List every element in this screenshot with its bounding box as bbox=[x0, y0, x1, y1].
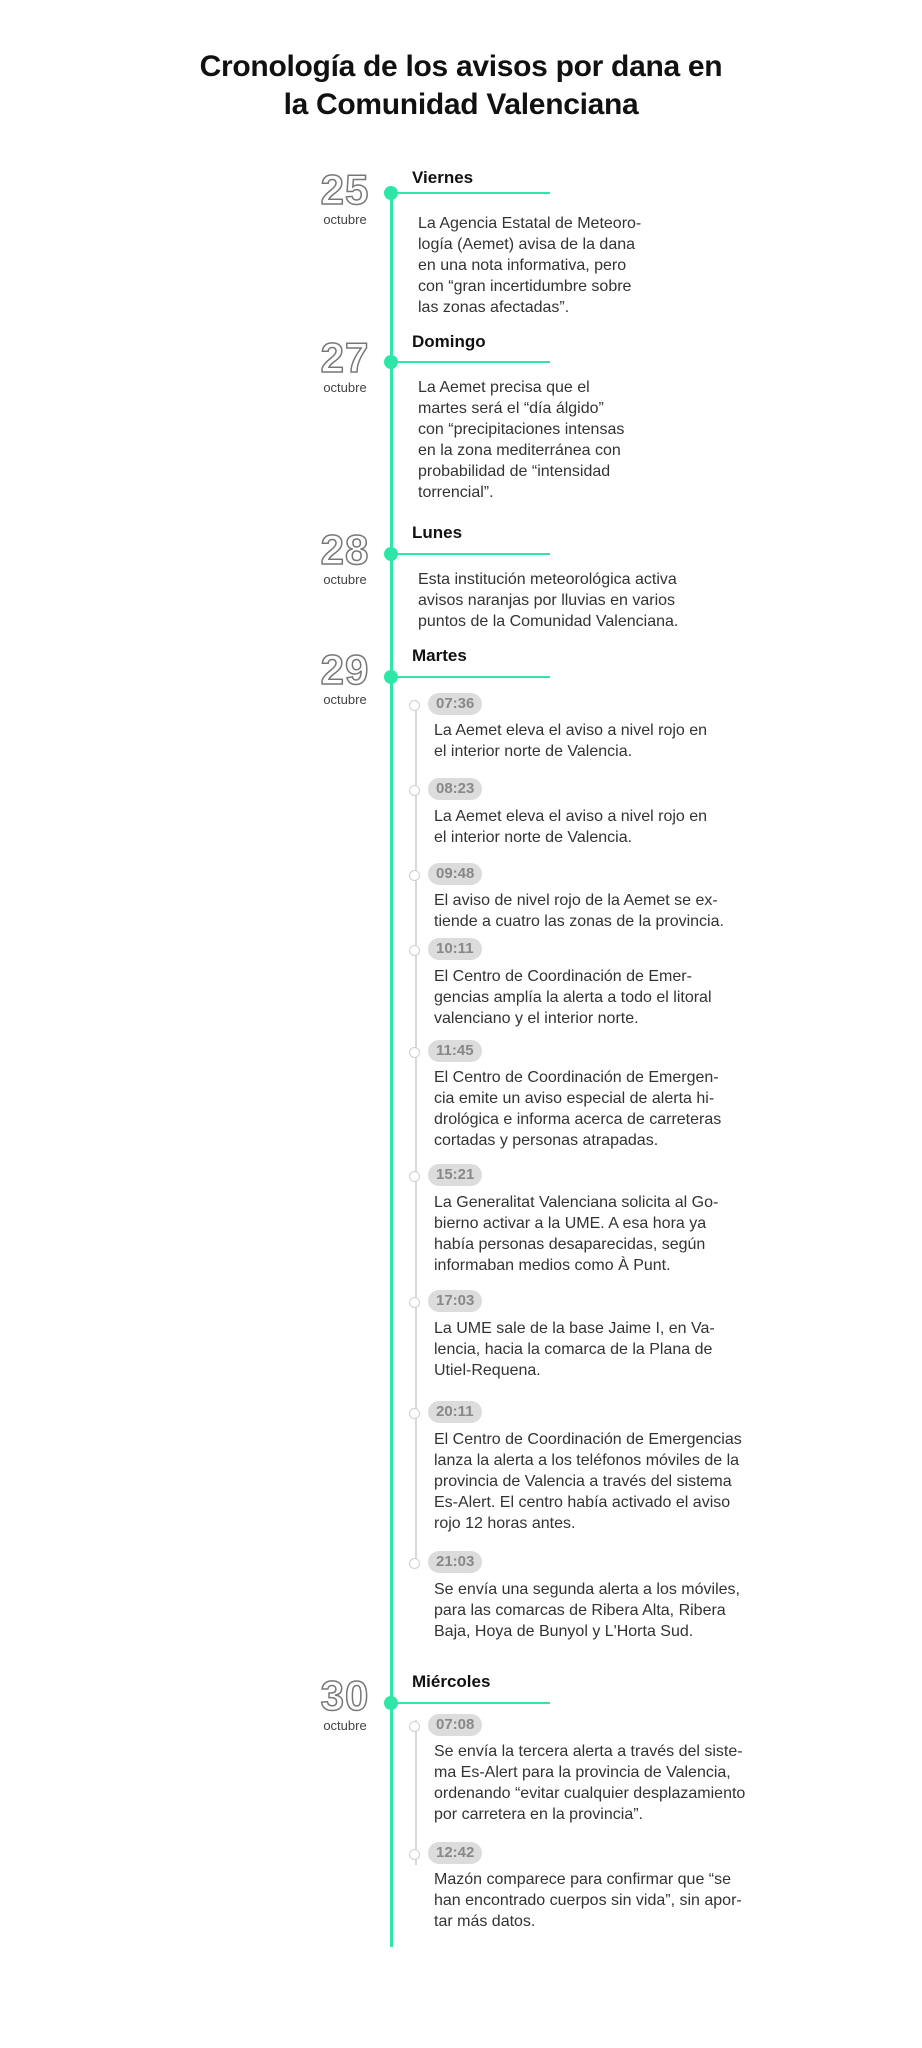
date-25 bbox=[300, 166, 390, 227]
day-text-line: Esta institución meteorológica activa avisos naranjas por lluvias en varios puntos de la Comunidad Valenciana. bbox=[418, 571, 679, 630]
event-text: El Centro de Coordinación de Emergen- cia emite un aviso especial de alerta hi- drológica e informa acerca de carreteras cortadas y personas atrapadas. bbox=[434, 1069, 722, 1149]
date-month: octubre bbox=[323, 572, 367, 587]
day-description bbox=[418, 213, 658, 318]
day-rule bbox=[391, 676, 550, 678]
time-badge: 07:08 bbox=[428, 1714, 482, 1736]
day-text-line: La Agencia Estatal de Meteoro- logía (Aemet) avisa de la dana en una nota informativa, pero con “gran incertidumbre sobre las zonas afectadas”. bbox=[418, 215, 642, 316]
time-badge: 11:45 bbox=[428, 1040, 482, 1062]
event-dot bbox=[409, 945, 420, 956]
time-badge: 10:11 bbox=[428, 938, 482, 960]
event-text: La Aemet eleva el aviso a nivel rojo en el interior norte de Valencia. bbox=[434, 808, 708, 846]
date-number: 28 bbox=[320, 526, 370, 573]
event-dot bbox=[409, 1171, 420, 1182]
event-dot bbox=[409, 700, 420, 711]
time-badge: 08:23 bbox=[428, 778, 482, 800]
time-badge: 15:21 bbox=[428, 1164, 482, 1186]
date-number: 27 bbox=[320, 334, 370, 381]
event-text: El aviso de nivel rojo de la Aemet se ex- tiende a cuatro las zonas de la provincia. bbox=[434, 892, 724, 930]
time-badge: 17:03 bbox=[428, 1290, 482, 1312]
event-text: El Centro de Coordinación de Emer- gencias amplía la alerta a todo el litoral valenciano y el interior norte. bbox=[434, 968, 712, 1027]
event-dot bbox=[409, 1408, 420, 1419]
weekday-label: Domingo bbox=[412, 332, 486, 351]
date-month: octubre bbox=[323, 692, 367, 707]
event-dot bbox=[409, 1558, 420, 1569]
time-badge: 20:11 bbox=[428, 1401, 482, 1423]
day-rule bbox=[391, 1702, 550, 1704]
event-dot bbox=[409, 1297, 420, 1308]
day-rule bbox=[391, 361, 550, 363]
event-dot bbox=[409, 1721, 420, 1732]
time-badge: 07:36 bbox=[428, 693, 482, 715]
day-rule bbox=[391, 192, 550, 194]
event-dot bbox=[409, 1849, 420, 1860]
event-dot bbox=[409, 870, 420, 881]
title-line-2: la Comunidad Valenciana bbox=[283, 88, 639, 121]
event-text: El Centro de Coordinación de Emergencias lanza la alerta a los teléfonos móviles de la provincia de Valencia a través del sistema Es-Alert. El centro había activado el aviso rojo 12 horas antes. bbox=[434, 1431, 742, 1532]
time-badge: 09:48 bbox=[428, 863, 482, 885]
date-month: octubre bbox=[323, 380, 367, 395]
weekday-label: Viernes bbox=[412, 168, 474, 187]
day-description bbox=[418, 377, 658, 503]
event-text: Mazón comparece para confirmar que “se han encontrado cuerpos sin vida”, sin apor- tar más datos. bbox=[434, 1871, 742, 1930]
event-text: Se envía la tercera alerta a través del siste- ma Es-Alert para la provincia de Valencia, ordenando “evitar cualquier desplazamiento por carretera en la provincia”. bbox=[434, 1743, 746, 1823]
day-rule bbox=[391, 553, 550, 555]
date-30 bbox=[300, 1672, 390, 1733]
event-dot bbox=[409, 785, 420, 796]
hourly-connector-30 bbox=[415, 1720, 417, 1865]
weekday-label: Lunes bbox=[412, 523, 463, 542]
time-badge: 12:42 bbox=[428, 1842, 482, 1864]
weekday-label: Miércoles bbox=[412, 1672, 491, 1691]
weekday-label: Martes bbox=[412, 646, 467, 665]
date-number: 29 bbox=[320, 646, 370, 693]
date-28 bbox=[300, 526, 390, 587]
event-text: La UME sale de la base Jaime I, en Va- lencia, hacia la comarca de la Plana de Utiel-Requena. bbox=[434, 1320, 715, 1379]
date-29 bbox=[300, 646, 390, 707]
time-badge: 21:03 bbox=[428, 1551, 482, 1573]
event-text: La Generalitat Valenciana solicita al Go- bierno activar a la UME. A esa hora ya había personas desaparecidas, según informaban medios como À Punt. bbox=[434, 1194, 719, 1274]
event-text: La Aemet eleva el aviso a nivel rojo en el interior norte de Valencia. bbox=[434, 722, 708, 760]
event-text: Se envía una segunda alerta a los móviles, para las comarcas de Ribera Alta, Ribera Baja, Hoya de Bunyol y L'Horta Sud. bbox=[434, 1581, 740, 1640]
day-description bbox=[418, 569, 708, 632]
page-title bbox=[0, 48, 922, 124]
date-27 bbox=[300, 334, 390, 395]
day-text-line: La Aemet precisa que el martes será el “día álgido” con “precipitaciones intensas en la zona mediterránea con probabilidad de “intensidad torrencial”. bbox=[418, 379, 625, 501]
date-number: 30 bbox=[320, 1672, 370, 1719]
date-month: octubre bbox=[323, 1718, 367, 1733]
date-month: octubre bbox=[323, 212, 367, 227]
event-dot bbox=[409, 1047, 420, 1058]
date-number: 25 bbox=[320, 166, 370, 213]
title-line-1: Cronología de los avisos por dana en bbox=[199, 50, 723, 83]
timeline-line bbox=[390, 192, 393, 1947]
hourly-connector-29 bbox=[415, 700, 417, 1565]
